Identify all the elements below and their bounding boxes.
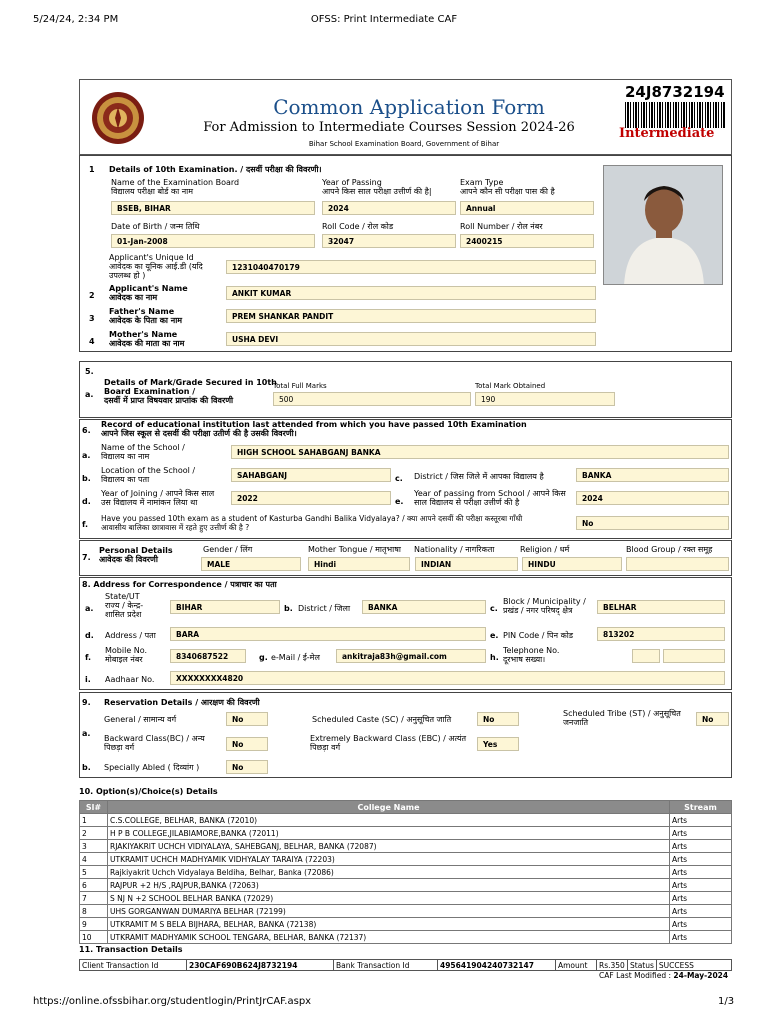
address-label: Address / पता <box>105 631 156 640</box>
school-name-label: Name of the School / विद्यालय का नाम <box>101 443 185 461</box>
item-letter: c. <box>490 604 498 613</box>
section-number: 5. <box>85 367 94 376</box>
religion-label: Religion / धर्म <box>520 545 570 554</box>
mother-tongue-field: Hindi <box>308 557 410 571</box>
district-field: BANKA <box>362 600 486 614</box>
section-heading: 10. Option(s)/Choice(s) Details <box>79 787 218 796</box>
item-letter: h. <box>490 653 499 662</box>
section-number: 6. <box>82 426 91 435</box>
transaction-table <box>79 959 732 971</box>
block-field: BELHAR <box>597 600 725 614</box>
nationality-label: Nationality / नागरिकता <box>414 545 495 554</box>
amount-value: Rs.350 <box>597 960 628 971</box>
item-letter: i. <box>85 675 91 684</box>
form-subtitle: For Admission to Intermediate Courses Session 2024-26 <box>203 120 575 135</box>
item-letter: f. <box>82 520 89 529</box>
modified-label: CAF Last Modified : <box>599 971 671 980</box>
stream-cell: Arts <box>670 905 732 918</box>
serial-cell: 10 <box>80 931 108 944</box>
item-letter: d. <box>85 631 94 640</box>
dob-label: Date of Birth / जन्म तिथि <box>111 222 200 231</box>
roll-code-label: Roll Code / रोल कोड <box>322 222 394 231</box>
marks-label: Details of Mark/Grade Secured in 10th Board Examination / दसवीं में प्राप्त विषयवार प्राप्तांक की विवरणी <box>104 378 277 405</box>
bank-txn-label: Bank Transaction Id <box>334 960 438 971</box>
college-name-cell: RAJPUR +2 H/S ,RAJPUR,BANKA (72063) <box>108 879 670 892</box>
exam-type-label: Exam Type आपने कौन सी परीक्षा पास की है <box>460 178 555 196</box>
specially-abled-field: No <box>226 760 268 774</box>
serial-cell: 9 <box>80 918 108 931</box>
year-joining-field: 2022 <box>231 491 391 505</box>
school-district-field: BANKA <box>576 468 729 482</box>
blood-group-field <box>626 557 729 571</box>
serial-cell: 8 <box>80 905 108 918</box>
section-heading: 11. Transaction Details <box>79 945 183 954</box>
address-field: BARA <box>170 627 486 641</box>
serial-cell: 2 <box>80 827 108 840</box>
school-location-label: Location of the School / विद्यालय का पता <box>101 466 196 484</box>
table-row <box>80 814 732 827</box>
roll-code-field: 32047 <box>322 234 456 248</box>
college-name-cell: C.S.COLLEGE, BELHAR, BANKA (72010) <box>108 814 670 827</box>
school-district-label: District / जिस जिले में आपका विद्यालय है <box>414 472 544 481</box>
email-label: e-Mail / ई-मेल <box>271 653 320 662</box>
religion-field: HINDU <box>522 557 622 571</box>
roll-number-field: 2400215 <box>460 234 594 248</box>
stream-cell: Arts <box>670 840 732 853</box>
college-name-cell: UTKRAMIT UCHCH MADHYAMIK VIDHYALAY TARAIYA (72203) <box>108 853 670 866</box>
item-letter: b. <box>82 763 91 772</box>
mobile-label: Mobile No. मोबाइल नंबर <box>105 646 148 664</box>
year-field: 2024 <box>322 201 456 215</box>
section-number: 3 <box>89 314 95 323</box>
board-name: Bihar School Examination Board, Government of Bihar <box>308 140 500 148</box>
serial-cell: 5 <box>80 866 108 879</box>
total-marks-field: 500 <box>273 392 471 406</box>
stream-cell: Arts <box>670 892 732 905</box>
serial-cell: 1 <box>80 814 108 827</box>
item-letter: b. <box>284 604 293 613</box>
item-letter: c. <box>395 474 403 483</box>
bank-txn-value: 495641904240732147 <box>438 960 556 971</box>
father-name-label: Father's Name आवेदक के पिता का नाम <box>109 307 183 325</box>
board-field: BSEB, BIHAR <box>111 201 315 215</box>
section-heading: Reservation Details / आरक्षण की विवरणी <box>104 698 260 707</box>
state-field: BIHAR <box>170 600 280 614</box>
table-row <box>80 853 732 866</box>
item-letter: a. <box>85 390 94 399</box>
item-letter: g. <box>259 653 268 662</box>
kgbv-label: Have you passed 10th exam as a student of Kasturba Gandhi Balika Vidyalaya? / क्या आपने दसवीं की परीक्षा कस्तूरबा गाँधी आवासीय बालिका छात्रावास में रहते हुए उत्तीर्ण की है ? <box>101 514 523 532</box>
application-form <box>79 79 732 980</box>
table-row <box>80 866 732 879</box>
year-joining-label: Year of Joining / आपने किस साल उस विद्यालय में नामांकन लिया था <box>101 489 215 507</box>
sc-field: No <box>477 712 519 726</box>
nationality-field: INDIAN <box>415 557 518 571</box>
marks-obtained-label: Total Mark Obtained <box>475 382 546 390</box>
applicant-name-label: Applicant's Name आवेदक का नाम <box>109 284 188 302</box>
print-title: OFSS: Print Intermediate CAF <box>310 14 458 25</box>
section-heading: Details of 10th Examination. / दसवीं परीक्षा की विवरणी। <box>109 165 322 174</box>
sc-label: Scheduled Caste (SC) / अनुसूचित जाति <box>312 715 452 724</box>
table-row <box>80 827 732 840</box>
section-number: 9. <box>82 698 91 707</box>
item-letter: e. <box>490 631 499 640</box>
pin-label: PIN Code / पिन कोड <box>503 631 574 640</box>
table-row <box>80 931 732 944</box>
options-table <box>79 800 732 944</box>
ebc-field: Yes <box>477 737 519 751</box>
aadhaar-field: XXXXXXXX4820 <box>170 671 725 685</box>
school-name-field: HIGH SCHOOL SAHABGANJ BANKA <box>231 445 729 459</box>
column-header: Stream <box>670 801 732 814</box>
stream-cell: Arts <box>670 931 732 944</box>
bc-label: Backward Class(BC) / अन्य पिछड़ा वर्ग <box>104 734 205 752</box>
client-txn-label: Client Transaction Id <box>80 960 187 971</box>
applicant-photo-icon <box>604 166 723 285</box>
table-row <box>80 918 732 931</box>
general-label: General / सामान्य वर्ग <box>104 715 177 724</box>
college-name-cell: S NJ N +2 SCHOOL BELHAR BANKA (72029) <box>108 892 670 905</box>
section-number: 7. <box>82 553 91 562</box>
status-value: SUCCESS <box>656 960 731 971</box>
college-name-cell: UTKRAMIT MADHYAMIK SCHOOL TENGARA, BELHAR, BANKA (72137) <box>108 931 670 944</box>
exam-type-field: Annual <box>460 201 594 215</box>
telephone-field <box>663 649 725 663</box>
telephone-std-field <box>632 649 660 663</box>
serial-cell: 3 <box>80 840 108 853</box>
gender-label: Gender / लिंग <box>203 545 253 554</box>
stream-cell: Arts <box>670 853 732 866</box>
barcode-icon <box>625 102 725 128</box>
bc-field: No <box>226 737 268 751</box>
table-row <box>80 879 732 892</box>
section-heading: 8. Address for Correspondence / पत्राचार का पता <box>82 580 277 589</box>
modified-value: 24-May-2024 <box>673 971 729 980</box>
st-field: No <box>696 712 729 726</box>
serial-cell: 7 <box>80 892 108 905</box>
college-name-cell: RJAKIYAKRIT UCHCH VIDIYALAYA, SAHEBGANJ, BELHAR, BANKA (72087) <box>108 840 670 853</box>
table-row <box>80 840 732 853</box>
section-number: 2 <box>89 291 95 300</box>
serial-cell: 6 <box>80 879 108 892</box>
item-letter: a. <box>85 604 94 613</box>
dob-field: 01-Jan-2008 <box>111 234 315 248</box>
board-label: Name of the Examination Board विद्यालय परीक्षा बोर्ड का नाम <box>111 178 240 196</box>
applicant-photo <box>603 165 723 285</box>
item-letter: f. <box>85 653 92 662</box>
mother-tongue-label: Mother Tongue / मातृभाषा <box>308 545 401 554</box>
district-label: District / जिला <box>298 604 351 613</box>
college-name-cell: UHS GORGANWAN DUMARIYA BELHAR (72199) <box>108 905 670 918</box>
kgbv-field: No <box>576 516 729 530</box>
personal-details-label: Personal Details आवेदक की विवरणी <box>99 546 173 564</box>
column-header: Sl# <box>80 801 108 814</box>
item-letter: a. <box>82 451 91 460</box>
telephone-label: Telephone No. दूरभाष सख्या। <box>503 646 560 664</box>
mother-name-label: Mother's Name आवेदक की माता का नाम <box>109 330 185 348</box>
stream-cell: Arts <box>670 918 732 931</box>
stream-cell: Arts <box>670 879 732 892</box>
stream-cell: Arts <box>670 866 732 879</box>
aadhaar-label: Aadhaar No. <box>105 675 155 684</box>
form-title: Common Application Form <box>273 95 545 119</box>
unique-id-field: 1231040470179 <box>226 260 596 274</box>
status-label: Status <box>628 960 657 971</box>
year-passing-field: 2024 <box>576 491 729 505</box>
stream-cell: Arts <box>670 814 732 827</box>
amount-label: Amount <box>556 960 597 971</box>
email-field: ankitraja83h@gmail.com <box>336 649 486 663</box>
table-row <box>80 892 732 905</box>
state-label: State/UT राज्य / केन्द्र- शासित प्रदेश <box>105 592 144 619</box>
item-letter: e. <box>395 497 404 506</box>
block-label: Block / Municipality / प्रखंड / नगर परिषद् क्षेत्र <box>503 597 586 615</box>
father-name-field: PREM SHANKAR PANDIT <box>226 309 596 323</box>
stream-label: Intermediate <box>619 126 715 141</box>
table-row <box>80 905 732 918</box>
caf-last-modified <box>599 971 728 980</box>
pin-field: 813202 <box>597 627 725 641</box>
ebc-label: Extremely Backward Class (EBC) / अत्यंत पिछड़ा वर्ग <box>310 734 467 752</box>
gender-field: MALE <box>201 557 301 571</box>
item-letter: d. <box>82 497 91 506</box>
bseb-logo-icon <box>91 91 145 145</box>
roll-number-label: Roll Number / रोल नंबर <box>460 222 543 231</box>
print-url[interactable]: https://online.ofssbihar.org/studentlogin/PrintJrCAF.aspx <box>33 996 312 1007</box>
year-label: Year of Passing आपने किस साल परीक्षा उत्तीर्ण की है| <box>322 178 432 196</box>
section-number: 4 <box>89 337 95 346</box>
unique-id-label: Applicant's Unique Id आवेदक का यूनिक आई.डी (यदि उपलब्ध हो ) <box>109 253 203 280</box>
college-name-cell: UTKRAMIT M S BELA BIJHARA, BELHAR, BANKA (72138) <box>108 918 670 931</box>
mobile-field: 8340687522 <box>170 649 246 663</box>
specially-abled-label: Specially Abled ( दिव्यांग ) <box>104 763 200 772</box>
st-label: Scheduled Tribe (ST) / अनुसूचित जनजाति <box>563 709 681 727</box>
section-number: 1 <box>89 165 95 174</box>
college-name-cell: Rajkiyakrit Uchch Vidyalaya Beldiha, Belhar, Banka (72086) <box>108 866 670 879</box>
total-marks-label: Total Full Marks <box>273 382 327 390</box>
column-header: College Name <box>108 801 670 814</box>
item-letter: a. <box>82 729 91 738</box>
client-txn-value: 230CAF690B624J8732194 <box>187 960 334 971</box>
stream-cell: Arts <box>670 827 732 840</box>
college-name-cell: H P B COLLEGE,JILABIAMORE,BANKA (72011) <box>108 827 670 840</box>
print-datetime: 5/24/24, 2:34 PM <box>33 14 119 25</box>
item-letter: b. <box>82 474 91 483</box>
marks-obtained-field: 190 <box>475 392 615 406</box>
mother-name-field: USHA DEVI <box>226 332 596 346</box>
school-location-field: SAHABGANJ <box>231 468 391 482</box>
caf-number: 24J8732194 <box>625 83 725 101</box>
year-passing-label: Year of passing from School / आपने किस साल विद्यालय से परीक्षा उत्तीर्ण की है <box>414 489 566 507</box>
section-heading: Record of educational institution last attended from which you have passed 10th Examination आपने जिस स्कूल से दसवीं की परीक्षा उतीर्ण की है उसकी विवरणी। <box>101 420 527 438</box>
applicant-name-field: ANKIT KUMAR <box>226 286 596 300</box>
blood-group-label: Blood Group / रक्त समूह <box>626 545 713 554</box>
general-field: No <box>226 712 268 726</box>
serial-cell: 4 <box>80 853 108 866</box>
print-page: 1/3 <box>718 996 735 1007</box>
